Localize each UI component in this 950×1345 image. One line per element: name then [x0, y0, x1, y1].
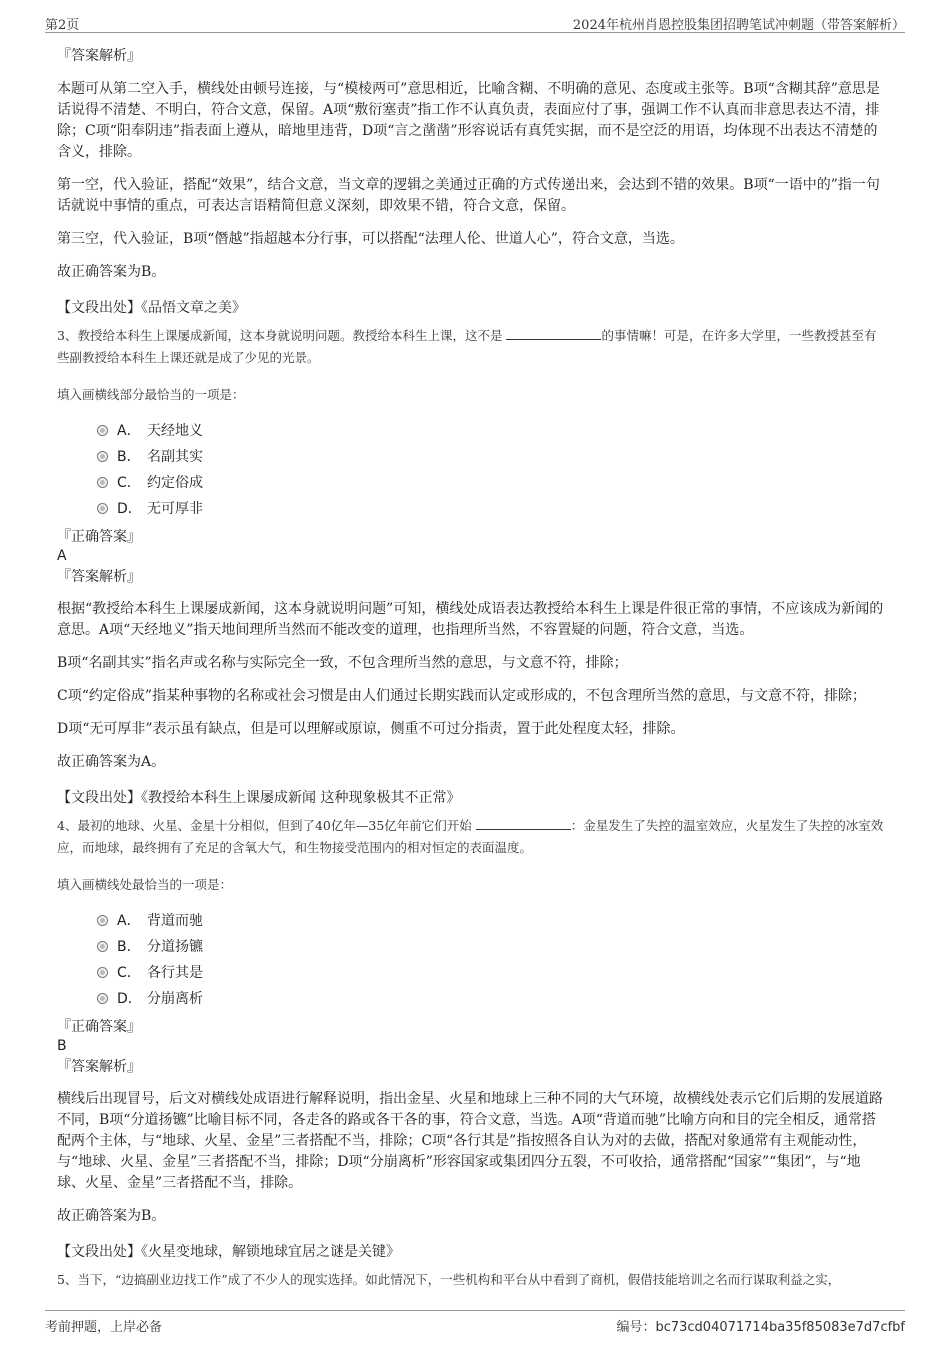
document-title: 2024年杭州肖恩控股集团招聘笔试冲刺题（带答案解析） [572, 18, 905, 33]
q3-options [57, 417, 887, 521]
q4-source: 【文段出处】《火星变地球，解锁地球宜居之谜是关键》 [57, 1244, 400, 1260]
q3-analysis-p5: 故正确答案为A。 [57, 754, 166, 770]
q4-option-b[interactable]: B． 分道扬镳 [97, 933, 887, 959]
q3-analysis-p1: 根据“教授给本科生上课屡成新闻，这本身就说明问题”可知，横线处成语表达教授给本科生上课是件很正常的事情，不应该成为新闻的意思。A项“天经地义”指天地间理所当然而不能改变的道理，也指理所当然，不容置疑的问题，符合文意，当选。 [57, 601, 884, 638]
radio-icon[interactable] [97, 477, 108, 488]
q3-option-c[interactable]: C． 约定俗成 [97, 469, 887, 495]
q4-blank [476, 817, 571, 830]
radio-icon[interactable] [97, 967, 108, 978]
main-content [57, 45, 887, 1291]
q3-analysis-p4: D项“无可厚非”表示虽有缺点，但是可以理解或原谅，侧重不可过分指责，置于此处程度太轻，排除。 [57, 721, 685, 737]
q3-option-a[interactable]: A． 天经地义 [97, 417, 887, 443]
page-header [45, 12, 905, 33]
q3-source: 【文段出处】《教授给本科生上课屡成新闻 这种现象极其不正常》 [57, 790, 461, 806]
q3-stem [57, 325, 887, 369]
q4-correct-answer: B [57, 1038, 67, 1054]
page-number: 第2页 [45, 18, 80, 33]
q5-stem: 5、当下，“边搞副业边找工作”成了不少人的现实选择。如此情况下，一些机构和平台从中看到了商机，假借技能培训之名而行谋取利益之实， [57, 1272, 841, 1287]
page-footer [45, 1310, 905, 1335]
q3-analysis-label: 『答案解析』 [57, 569, 141, 585]
q3-hint: 填入画横线部分最恰当的一项是： [57, 387, 245, 402]
q3-correct-label: 『正确答案』 [57, 529, 141, 545]
q4-analysis-label: 『答案解析』 [57, 1059, 141, 1075]
q3-blank [506, 327, 601, 340]
radio-icon[interactable] [97, 993, 108, 1004]
radio-icon[interactable] [97, 451, 108, 462]
radio-icon[interactable] [97, 425, 108, 436]
q4-analysis-p1: 横线后出现冒号，后文对横线处成语进行解释说明，指出金星、火星和地球上三种不同的大气环境，故横线处表示它们后期的发展道路不同，B项“分道扬镳”比喻目标不同，各走各的路或各干各的事，符合文意，当选。A项“背道而驰”比喻方向和目的完全相反，通常搭配两个主体，与“地球、火星、金星”三者搭配不当，排除；C项“各行其是”指按照各自认为对的去做，搭配对象通常有主观能动性，与“地球、火星、金星”三者搭配不当，排除；D项“分崩离析”形容国家或集团四分五裂，不可收拾，通常搭配“国家”“集团”，与“地球、火星、金星”三者搭配不当，排除。 [57, 1091, 883, 1191]
q4-option-a[interactable]: A． 背道而驰 [97, 907, 887, 933]
q4-option-c[interactable]: C． 各行其是 [97, 959, 887, 985]
q4-stem-after: ：金星发生了失控的温室效应，火星发生了失控的冰室效应，而地球，最终拥有了充足的含氧大气，和生物接受范围内的相对恒定的表面温度。 [57, 818, 884, 855]
document-id: 编号：bc73cd04071714ba35f85083e7d7cfbf [616, 1320, 905, 1335]
q3-option-d[interactable]: D． 无可厚非 [97, 495, 887, 521]
q4-option-d[interactable]: D． 分崩离析 [97, 985, 887, 1011]
q2-source: 【文段出处】《品悟文章之美》 [57, 300, 246, 316]
q3-correct-answer: A [57, 548, 67, 564]
q2-analysis-label: 『答案解析』 [57, 48, 141, 64]
q4-hint: 填入画横线处最恰当的一项是： [57, 877, 233, 892]
q3-stem-before: 3、教授给本科生上课屡成新闻，这本身就说明问题。教授给本科生上课，这不是 [57, 328, 507, 343]
q3-analysis-p3: C项“约定俗成”指某种事物的名称或社会习惯是由人们通过长期实践而认定或形成的，不包含理所当然的意思，与文意不符，排除； [57, 688, 867, 704]
radio-icon[interactable] [97, 915, 108, 926]
footer-slogan: 考前押题，上岸必备 [45, 1320, 163, 1335]
q4-stem-before: 4、最初的地球、火星、金星十分相似，但到了40亿年—35亿年前它们开始 [57, 818, 476, 833]
q2-analysis-p4: 故正确答案为B。 [57, 264, 166, 280]
q3-stem-after: 的事情嘛！可是，在许多大学里，一些教授甚至有些副教授给本科生上课还就是成了少见的光景。 [57, 328, 877, 365]
q2-analysis-p3: 第三空，代入验证，B项“僭越”指超越本分行事，可以搭配“法理人伦、世道人心”，符合文意，当选。 [57, 231, 684, 247]
q4-analysis-p2: 故正确答案为B。 [57, 1208, 166, 1224]
q3-analysis-p2: B项“名副其实”指名声或名称与实际完全一致，不包含理所当然的意思，与文意不符，排除； [57, 655, 628, 671]
radio-icon[interactable] [97, 503, 108, 514]
q4-stem [57, 815, 887, 859]
radio-icon[interactable] [97, 941, 108, 952]
q4-options [57, 907, 887, 1011]
q2-analysis-p1: 本题可从第二空入手，横线处由顿号连接，与“模棱两可”意思相近，比喻含糊、不明确的意见、态度或主张等。B项“含糊其辞”意思是话说得不清楚、不明白，符合文意，保留。A项“敷衍塞责”指工作不认真负责，表面应付了事，强调工作不认真而非意思表达不清，排除；C项“阳奉阴违”指表面上遵从，暗地里违背，D项“言之凿凿”形容说话有真凭实据，而不是空泛的用语，均体现不出表达不清楚的含义，排除。 [57, 81, 880, 160]
q4-correct-label: 『正确答案』 [57, 1019, 141, 1035]
q2-analysis-p2: 第一空，代入验证，搭配“效果”，结合文意，当文章的逻辑之美通过正确的方式传递出来，会达到不错的效果。B项“一语中的”指一句话就说中事情的重点，可表达言语精简但意义深刻，即效果不错，符合文意，保留。 [57, 177, 880, 214]
q3-option-b[interactable]: B． 名副其实 [97, 443, 887, 469]
